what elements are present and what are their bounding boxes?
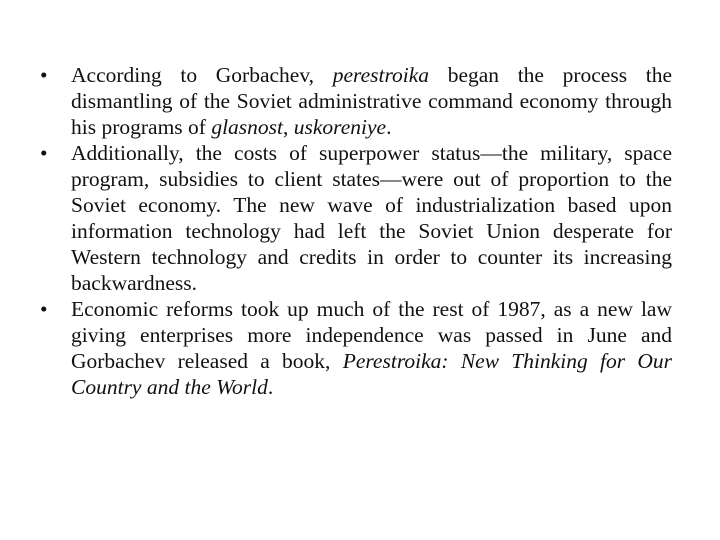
bullet-text <box>71 297 672 399</box>
text-segment: began the process the dismantling of the Soviet administrative command economy through his programs of <box>71 63 672 139</box>
text-segment: According to Gorbachev, <box>71 63 333 87</box>
bullet-item-economic-reforms <box>40 296 672 400</box>
text-segment: . <box>267 375 274 399</box>
bullet-mark: • <box>40 141 48 165</box>
text-segment: , <box>283 115 294 139</box>
text-segment: Economic reforms took up much of the rest of 1987, as a new law giving enterprises more independence was passed in June and Gorbachev released a book, <box>71 297 672 373</box>
bullet-mark: • <box>40 297 48 321</box>
bullet-list <box>40 62 672 400</box>
bullet-mark: • <box>40 63 48 87</box>
text-segment: . <box>386 115 392 139</box>
text-segment: Additionally, the costs of superpower status—the military, space program, subsidies to client states—were out of proportion to the Soviet economy. The new wave of industrialization based upon information technology had left the Soviet Union desperate for Western technology and credits in order to counter its increasing backwardness. <box>71 141 672 295</box>
bullet-item-superpower-costs <box>40 140 672 296</box>
bullet-item-gorbachev-perestroika <box>40 62 672 140</box>
italic-term-perestroika: perestroika <box>332 63 430 87</box>
italic-book-title: Perestroika: New Thinking for Our Country and the World <box>71 349 672 399</box>
italic-term-uskoreniye: uskoreniye <box>293 115 387 139</box>
bullet-text <box>71 63 672 139</box>
italic-term-glasnost: glasnost <box>211 115 284 139</box>
bullet-text <box>71 141 672 295</box>
